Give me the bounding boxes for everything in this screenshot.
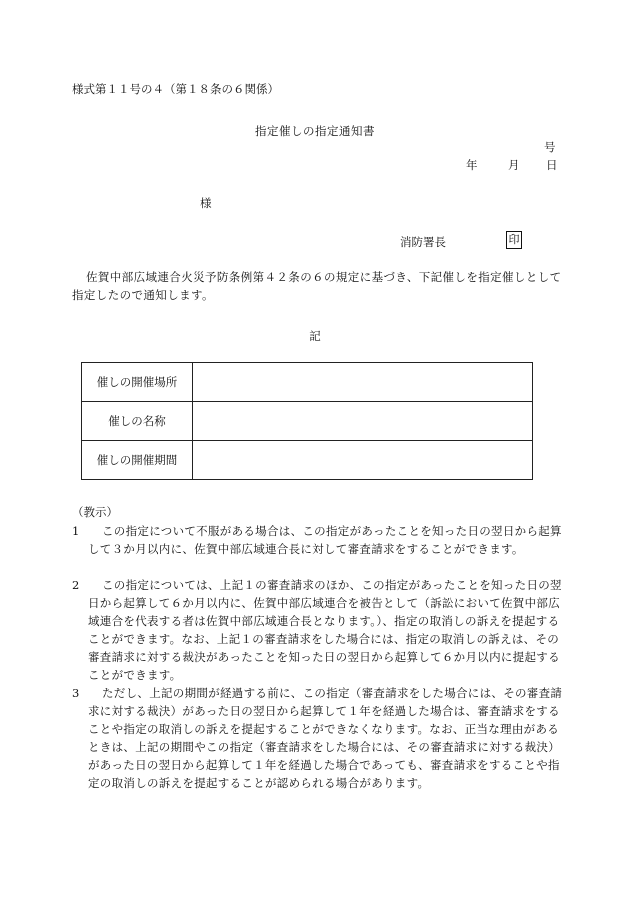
sender-title: 消防署長 [400, 235, 446, 249]
date-year-label: 年 [466, 158, 478, 172]
venue-value [193, 363, 533, 402]
event-name-value [193, 402, 533, 441]
form-number: 様式第１１号の４（第１８条の６関係） [72, 82, 279, 96]
note-item [72, 684, 564, 792]
notes-heading: （教示） [72, 505, 118, 519]
note-text: この指定については、上記１の審査請求のほか、この指定があったことを知った日の翌日から起算して６か月以内に、佐賀中部広域連合を被告として（訴訟において佐賀中部広域連合を代表する者は佐賀中部広域連合長となります。）、指定の取消しの訴えを提起することができます。なお、上記１の審査請求をした場合には、指定の取消しの訴えは、その審査請求に対する裁決があったことを知った日の翌日から起算して６か月以内に提起することができます。 [88, 578, 562, 682]
table-row [82, 363, 533, 402]
date-day-label: 日 [546, 158, 558, 172]
note-number: 2 [72, 578, 80, 592]
period-value [193, 441, 533, 480]
document-title: 指定催しの指定通知書 [255, 124, 375, 138]
ki-heading: 記 [309, 329, 321, 343]
table-row [82, 441, 533, 480]
note-number: 3 [72, 686, 80, 700]
note-item [72, 576, 564, 684]
seal-stamp: 印 [506, 231, 522, 249]
period-label: 催しの開催期間 [82, 441, 193, 480]
venue-label: 催しの開催場所 [82, 363, 193, 402]
document-number-label: 号 [544, 140, 556, 154]
addressee-honorific: 様 [200, 196, 212, 210]
table-row [82, 402, 533, 441]
date-month-label: 月 [508, 158, 520, 172]
note-number: 1 [72, 524, 80, 538]
note-item [72, 522, 564, 558]
event-details-table [81, 362, 533, 480]
note-text: この指定について不服がある場合は、この指定があったことを知った日の翌日から起算して３か月以内に、佐賀中部広域連合長に対して審査請求をすることができます。 [88, 524, 562, 556]
notice-body: 佐賀中部広域連合火災予防条例第４２条の６の規定に基づき、下記催しを指定催しとして指定したので通知します。 [72, 270, 562, 302]
note-text: ただし、上記の期間が経過する前に、この指定（審査請求をした場合には、その審査請求に対する裁決）があった日の翌日から起算して１年を経過した場合は、審査請求をすることや指定の取消しの訴えを提起することができなくなります。なお、正当な理由があるときは、上記の期間やこの指定（審査請求をした場合には、その審査請求に対する裁決）があった日の翌日から起算して１年を経過した場合であっても、審査請求をすることや指定の取消しの訴えを提起することが認められる場合があります。 [88, 686, 563, 790]
event-name-label: 催しの名称 [82, 402, 193, 441]
